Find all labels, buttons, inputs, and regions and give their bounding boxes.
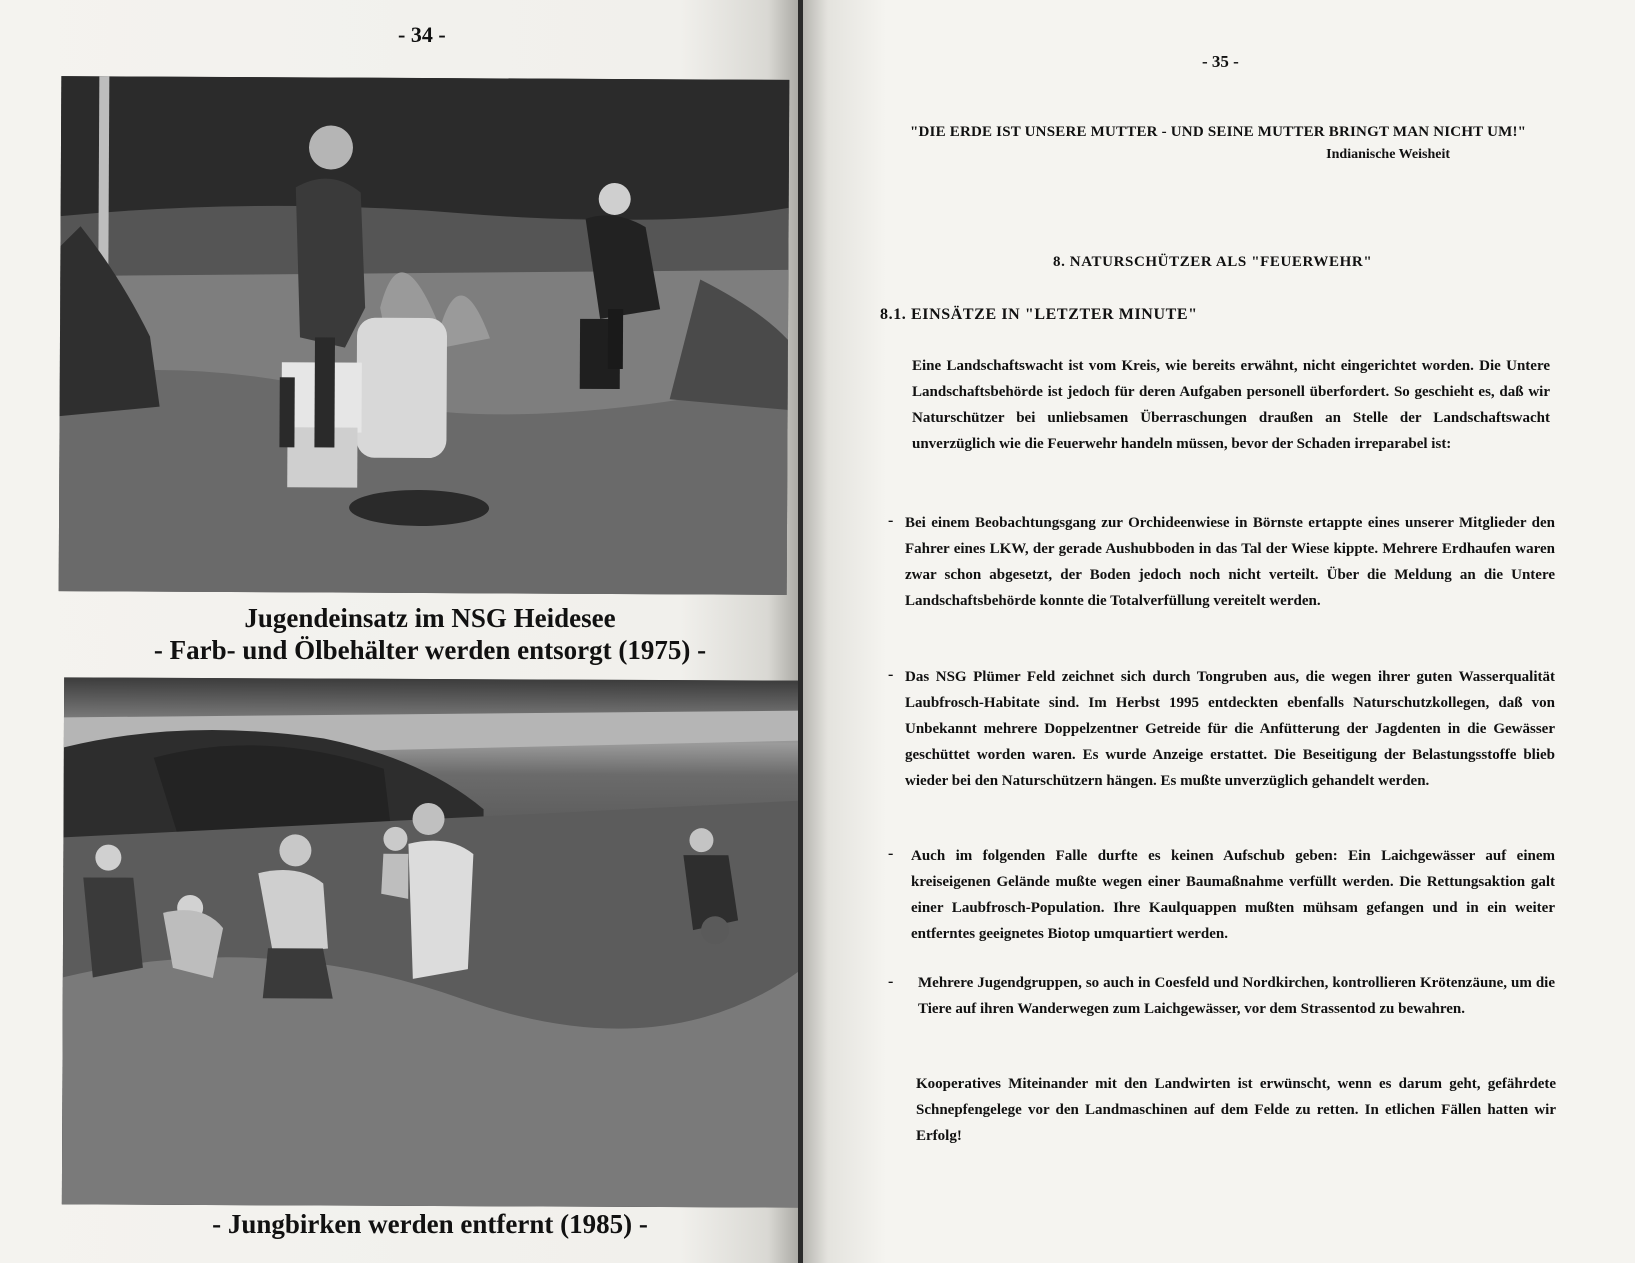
bullet-item-toad-fences: Mehrere Jugendgruppen, so auch in Coesfeld und Nordkirchen, kontrollieren Krötenzäune, um die Tiere auf ihren Wanderwegen zum Laichgewässer, vor dem Strassentod zu bewahren. bbox=[918, 975, 1555, 1017]
left-page bbox=[0, 0, 800, 1263]
page-number-left: - 34 - bbox=[398, 22, 446, 47]
intro-paragraph: Eine Landschaftswacht ist vom Kreis, wie bereits erwähnt, nicht eingerichtet worden. Die Untere Landschaftsbehörde ist jedoch für deren Aufgaben personell überfordert. So geschieht es, daß wir Naturschützer bei unliebsamen Überraschungen draußen an Stelle der Landschaftswacht unverzüglich wie die Feuerwehr handeln müssen, bevor der Schaden irreparabel ist: bbox=[912, 358, 1550, 452]
caption-1-title: Jugendeinsatz im NSG Heidesee bbox=[244, 603, 616, 633]
caption-photo-2: - Jungbirken werden entfernt (1985) - bbox=[212, 1209, 648, 1239]
photo-young-birches-removed bbox=[62, 677, 801, 1207]
bullet-item-orchid-meadow: Bei einem Beobachtungsgang zur Orchideenwiese in Börnste ertappte eines unserer Mitglieder den Fahrer eines LKW, der gerade Aushubboden in das Tal der Wiese kippte. Mehrere Erdhaufen waren zwar schon abgesetzt, der Boden jedoch noch nicht verteilt. Über die Meldung an die Untere Landschaftsbehörde konnte die Totalverfüllung vereitelt werden. bbox=[905, 515, 1555, 609]
bullet-item-frog-rescue: Auch im folgenden Falle durfte es keinen Aufschub geben: Ein Laichgewässer auf einem kreiseigenen Gelände mußte wegen einer Baumaßnahme verfüllt werden. Die Rettungsaktion galt einer Laubfrosch-Population. Ihre Kaulquappen mußten mühsam gefangen und in ein weiter entferntes geeignetes Biotop umquartiert werden. bbox=[911, 848, 1555, 942]
photo-youth-cleanup-heidesee bbox=[59, 76, 790, 595]
epigraph-source: Indianische Weisheit bbox=[1326, 147, 1450, 162]
closing-paragraph: Kooperatives Miteinander mit den Landwirten ist erwünscht, wenn es darum geht, gefährdete Schnepfengelege vor den Landmaschinen auf dem Felde zu retten. In etlichen Fällen hatten wir Erfolg! bbox=[916, 1076, 1556, 1144]
caption-1-subtitle: - Farb- und Ölbehälter werden entsorgt (1975) - bbox=[153, 635, 707, 665]
bullet-marker: - bbox=[888, 973, 894, 990]
caption-photo-1 bbox=[60, 602, 800, 666]
section-heading: 8. NATURSCHÜTZER ALS "FEUERWEHR" bbox=[1053, 254, 1373, 270]
bullet-marker: - bbox=[888, 512, 894, 529]
bullet-marker: - bbox=[888, 666, 894, 683]
subsection-heading: 8.1. EINSÄTZE IN "LETZTER MINUTE" bbox=[880, 306, 1198, 323]
page-number-right: - 35 - bbox=[1202, 52, 1239, 71]
epigraph bbox=[910, 124, 1590, 163]
bullet-marker: - bbox=[888, 845, 894, 862]
epigraph-quote: "DIE ERDE IST UNSERE MUTTER - UND SEINE MUTTER BRINGT MAN NICHT UM!" bbox=[910, 124, 1527, 140]
bullet-item-pluemer-feld: Das NSG Plümer Feld zeichnet sich durch Tongruben aus, die wegen ihrer guten Wasserqualität Laubfrosch-Habitate sind. Im Herbst 1995 entdeckten ebenfalls Naturschutzkollegen, daß von Unbekannt mehrere Doppelzentner Getreide für die Anfütterung der Jagdenten in die Gewässer geschüttet worden waren. Es wurde Anzeige erstattet. Die Beseitigung der Belastungsstoffe blieb wieder bei den Naturschützern hängen. Es mußte unverzüglich gehandelt werden. bbox=[905, 669, 1555, 789]
